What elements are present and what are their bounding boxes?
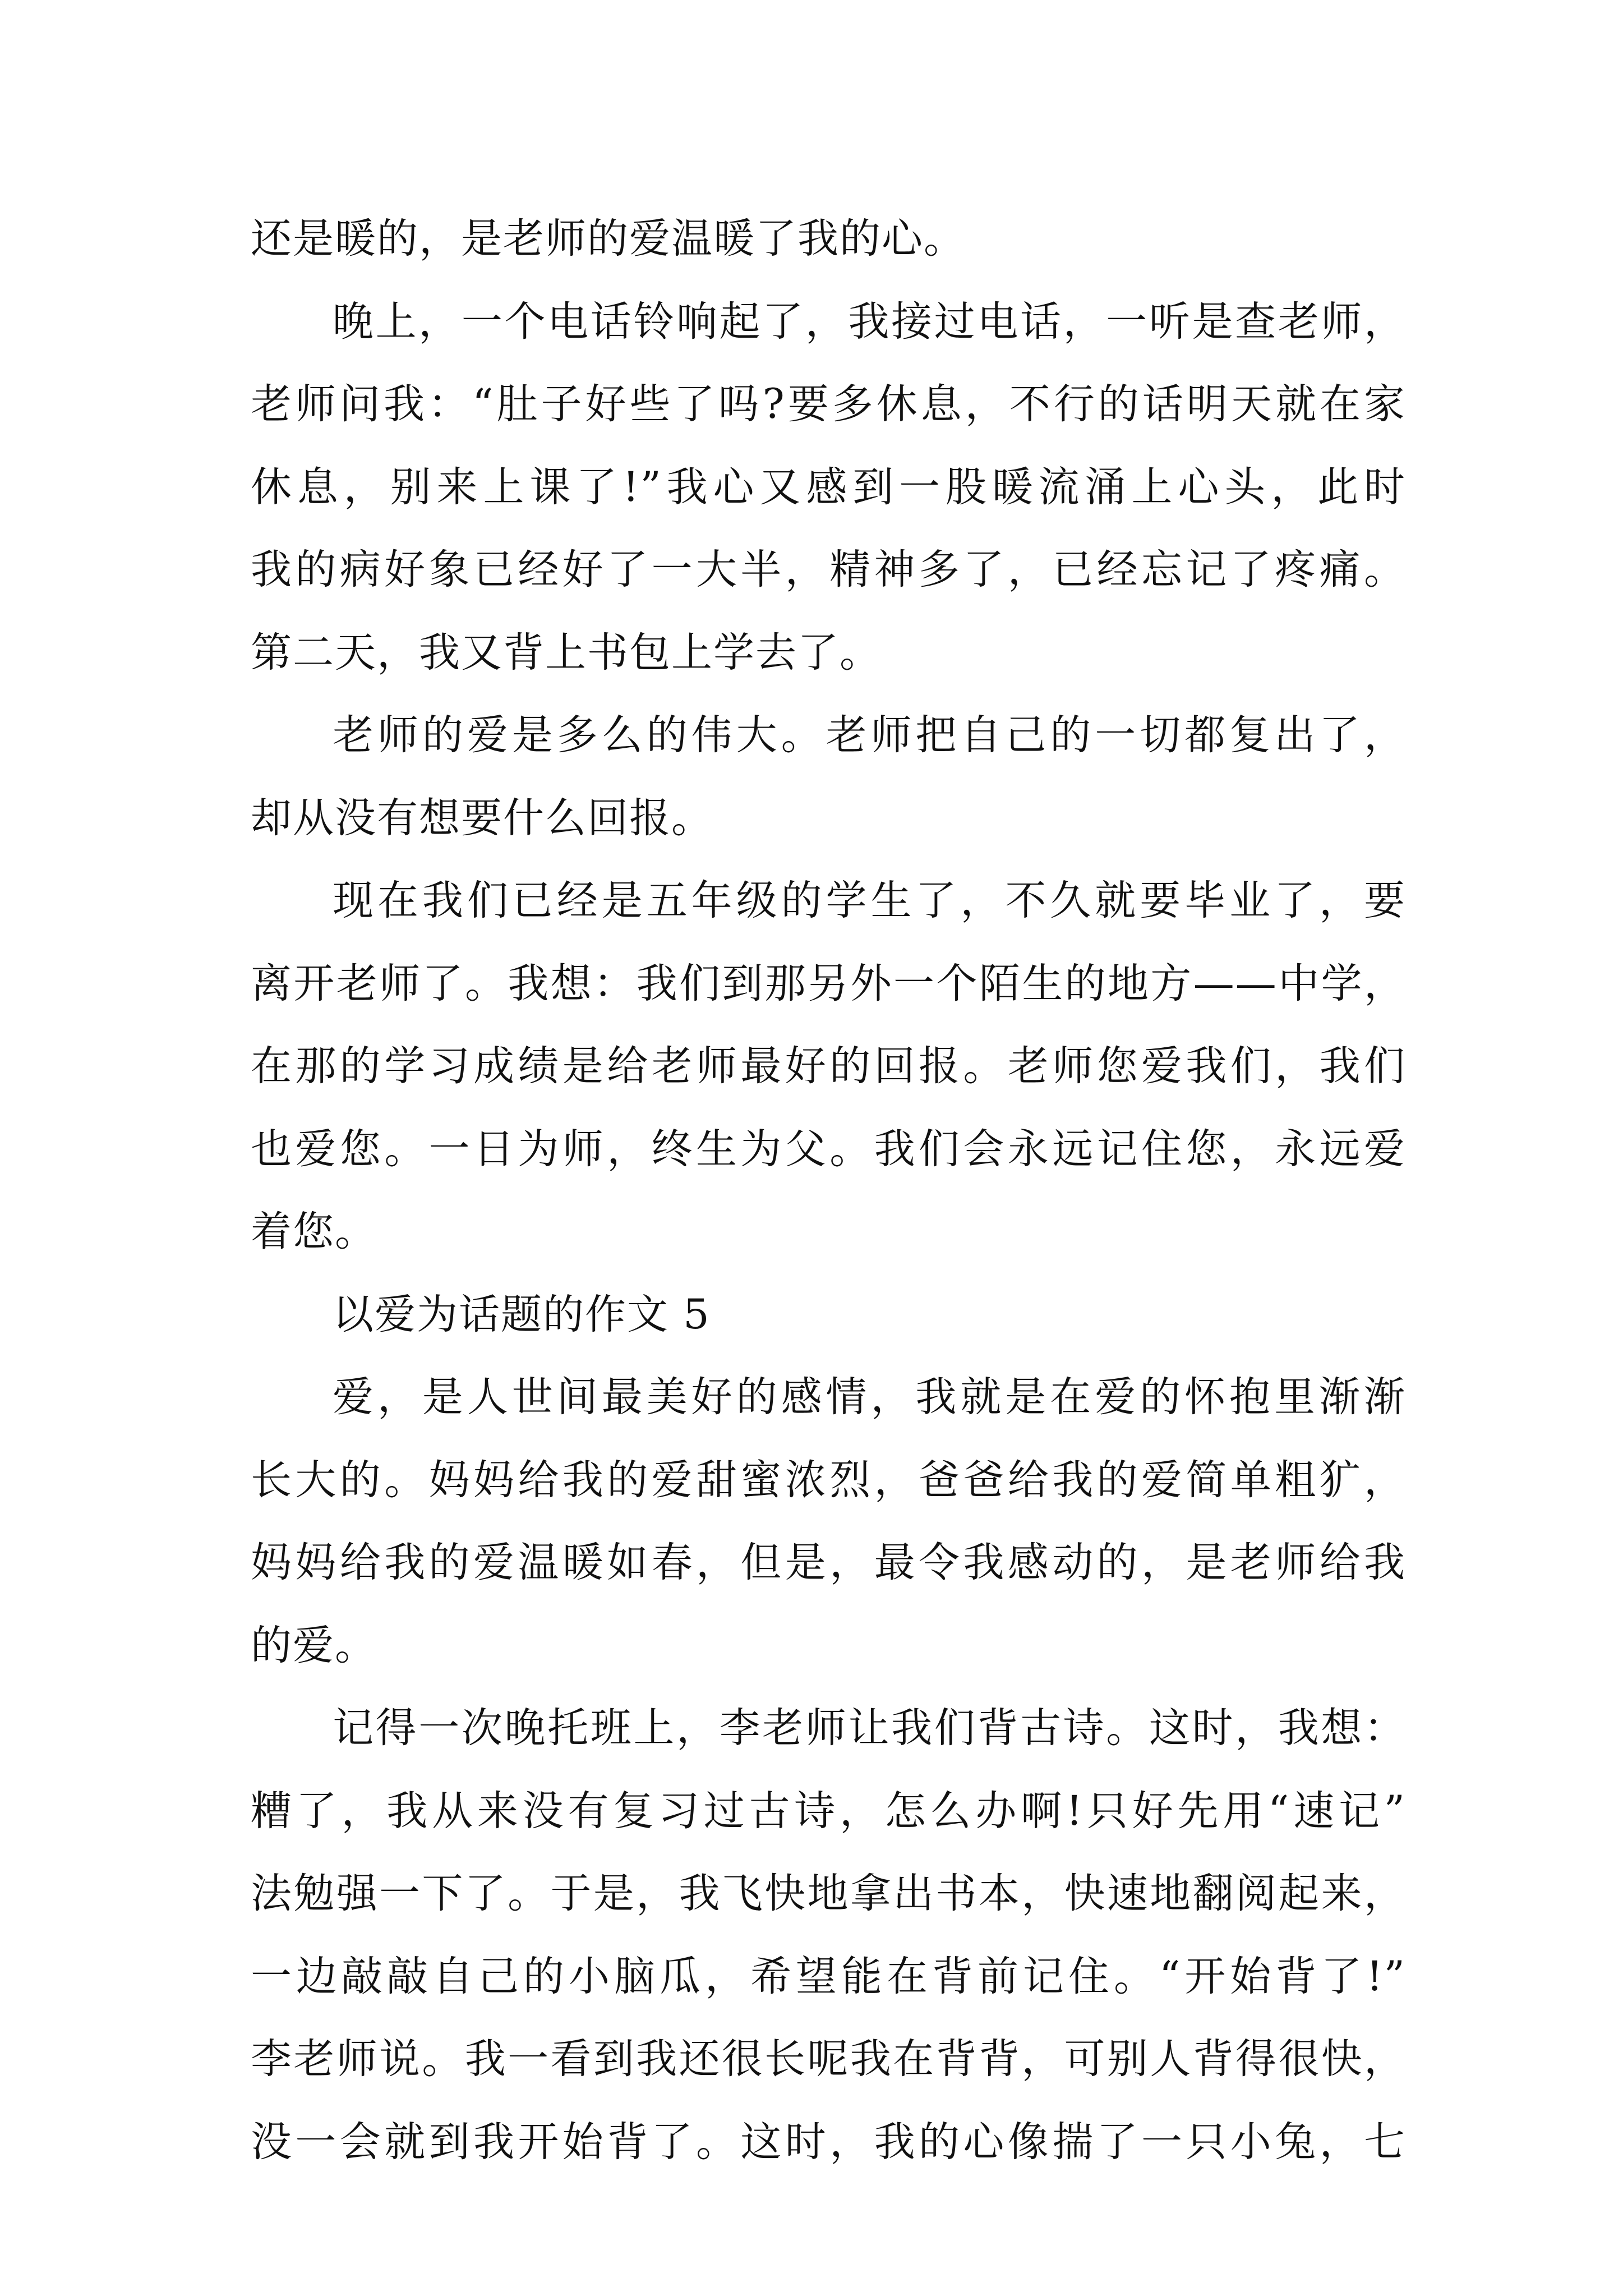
text-line: 爱，是人世间最美好的感情，我就是在爱的怀抱里渐渐 — [333, 1373, 1406, 1421]
text-line: 一边敲敲自己的小脑瓜，希望能在背前记住。“开始背了!” — [251, 1952, 1406, 2000]
text-line: 没一会就到我开始背了。这时，我的心像揣了一只小兔，七 — [251, 2118, 1406, 2166]
text-line: 法勉强一下了。于是，我飞快地拿出书本，快速地翻阅起来， — [251, 1870, 1406, 1917]
text-line: 着您。 — [251, 1208, 377, 1255]
document-body — [251, 197, 1406, 2183]
text-line: 第二天，我又背上书包上学去了。 — [251, 628, 882, 677]
text-line: 记得一次晚托班上，李老师让我们背古诗。这时，我想： — [333, 1704, 1406, 1752]
text-line: 糟了，我从来没有复习过古诗，怎么办啊!只好先用“速记” — [251, 1787, 1406, 1835]
text-line: 却从没有想要什么回报。 — [251, 794, 713, 842]
text-line: 老师问我：“肚子好些了吗?要多休息，不行的话明天就在家 — [251, 380, 1406, 428]
text-line: 老师的爱是多么的伟大。老师把自己的一切都复出了， — [333, 711, 1406, 759]
text-line: 我的病好象已经好了一大半，精神多了，已经忘记了疼痛。 — [251, 546, 1406, 593]
text-line: 也爱您。一日为师，终生为父。我们会永远记住您，永远爱 — [251, 1125, 1406, 1173]
text-line: 休息，别来上课了!”我心又感到一股暖流涌上心头，此时 — [251, 463, 1406, 511]
text-line: 还是暖的，是老师的爱温暖了我的心。 — [251, 215, 966, 263]
text-line: 在那的学习成绩是给老师最好的回报。老师您爱我们，我们 — [251, 1042, 1406, 1090]
text-line: 长大的。妈妈给我的爱甜蜜浓烈，爸爸给我的爱简单粗犷， — [251, 1456, 1406, 1504]
section-title: 以爱为话题的作文 5 — [333, 1290, 711, 1338]
text-line: 晚上，一个电话铃响起了，我接过电话，一听是查老师， — [333, 297, 1406, 346]
text-line: 现在我们已经是五年级的学生了，不久就要毕业了，要 — [333, 877, 1406, 924]
text-line: 离开老师了。我想：我们到那另外一个陌生的地方——中学， — [251, 959, 1406, 1007]
text-line: 的爱。 — [251, 1621, 377, 1669]
text-line: 妈妈给我的爱温暖如春，但是，最令我感动的，是老师给我 — [251, 1539, 1406, 1586]
text-line: 李老师说。我一看到我还很长呢我在背背，可别人背得很快， — [251, 2035, 1406, 2083]
